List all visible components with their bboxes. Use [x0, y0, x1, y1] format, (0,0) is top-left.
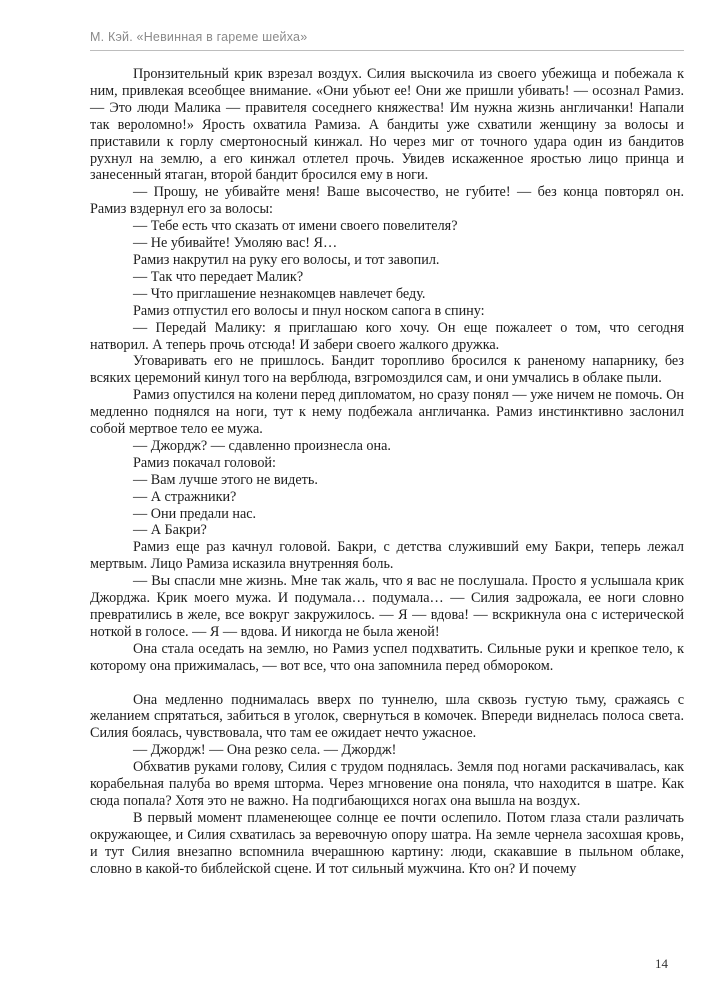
- page-number: 14: [655, 956, 668, 971]
- paragraph: — Джордж! — Она резко села. — Джордж!: [133, 742, 397, 759]
- paragraph: Рамиз опустился на колени перед дипломатом, но сразу понял — уже ничем не помочь. Он медленно поднялся на ноги, тут к нему подбежала англичанка. Рамиз инстинктивно заслонил собой мертвое тело ее мужа.: [90, 387, 684, 438]
- paragraph: — Они предали нас.: [133, 505, 257, 522]
- paragraph: Рамиз покачал головой:: [133, 454, 276, 471]
- paragraph: Рамиз накрутил на руку его волосы, и тот завопил.: [133, 251, 440, 268]
- paragraph: — Тебе есть что сказать от имени своего повелителя?: [133, 218, 458, 235]
- paragraph: — Джордж? — сдавленно произнесла она.: [133, 437, 391, 454]
- paragraph: Она медленно поднималась вверх по туннелю, шла сквозь густую тьму, сражаясь с желанием спрятаться, забиться в уголок, свернуться в комочек. Впереди виднелась полоса света. Силия боялась, чувствовала, что там ее ожидает нечто ужасное.: [90, 691, 684, 742]
- paragraph: — Передай Малику: я приглашаю кого хочу. Он еще пожалеет о том, что сегодня натворил. А теперь прочь отсюда! И забери своего жалкого дружка.: [90, 319, 684, 353]
- paragraph: — Вы спасли мне жизнь. Мне так жаль, что я вас не послушала. Просто я услышала крик Джорджа. Крик моего мужа. И подумала… подумала… — Силия задрожала, ее ноги словно превратились в желе, все вокруг закружилось. — Я — вдова! — вскрикнула она с истерической ноткой в голосе. — Я — вдова. И никогда не была женой!: [90, 573, 684, 640]
- paragraph: — Вам лучше этого не видеть.: [133, 471, 318, 488]
- paragraph: — А Бакри?: [133, 522, 207, 539]
- paragraph: Рамиз отпустил его волосы и пнул носком сапога в спину:: [133, 302, 485, 319]
- paragraph: Обхватив руками голову, Силия с трудом поднялась. Земля под ногами раскачивалась, как корабельная палуба во время шторма. Через мгновение она поняла, что находится в шатре. Как сюда попала? Хотя это не важно. На подгибающихся ногах она вышла на воздух.: [90, 759, 684, 809]
- paragraph: — А стражники?: [133, 488, 237, 505]
- paragraph: Она стала оседать на землю, но Рамиз успел подхватить. Сильные руки и крепкое тело, к которому она прижималась, — вот все, что она запомнила перед обмороком.: [90, 640, 684, 674]
- header-divider: [90, 50, 684, 51]
- scene-break: [90, 675, 684, 692]
- paragraph: Пронзительный крик взрезал воздух. Силия выскочила из своего убежища и побежала к ним, привлекая всеобщее внимание. «Они убьют ее! Они же пришли убивать! — осознал Рамиз. — Это люди Малика — правителя соседнего княжества! Им нужна жизнь англичанки! Напали так вероломно!» Ярость охватила Рамиза. А бандиты уже схватили женщину за волосы и приставили к горлу смертоносный кинжал. Но через миг от точного удара один из бандитов рухнул на землю, а его кинжал отлетел прочь. Увидев искаженное яростью лицо принца и занесенный ятаган, второй бандит бросился ему в ноги.: [90, 66, 684, 184]
- running-head: М. Кэй. «Невинная в гареме шейха»: [90, 30, 308, 44]
- paragraph: — Что приглашение незнакомцев навлечет беду.: [133, 285, 426, 302]
- paragraph: В первый момент пламенеющее солнце ее почти ослепило. Потом глаза стали различать окружающее, и Силия схватилась за веревочную опору шатра. На земле чернела засохшая кровь, и тут Силия внезапно вспомнила вчерашнюю картину: люди, скакавшие в пыльном облаке, словно в какой-то библейской сцене. И тот сильный мужчина. Кто он? И почему: [90, 809, 684, 877]
- paragraph: — Не убивайте! Умоляю вас! Я…: [133, 235, 338, 252]
- page-body: [90, 66, 684, 877]
- paragraph: Рамиз еще раз качнул головой. Бакри, с детства служивший ему Бакри, теперь лежал мертвым. Лицо Рамиза исказила внутренняя боль.: [90, 539, 684, 573]
- paragraph: Уговаривать его не пришлось. Бандит торопливо бросился к раненому напарнику, без всяких церемоний кинул того на верблюда, взгромоздился сам, и они умчались в облаке пыли.: [90, 353, 684, 387]
- paragraph: — Прошу, не убивайте меня! Ваше высочество, не губите! — без конца повторял он. Рамиз вздернул его за волосы:: [90, 184, 684, 218]
- paragraph: — Так что передает Малик?: [133, 268, 304, 285]
